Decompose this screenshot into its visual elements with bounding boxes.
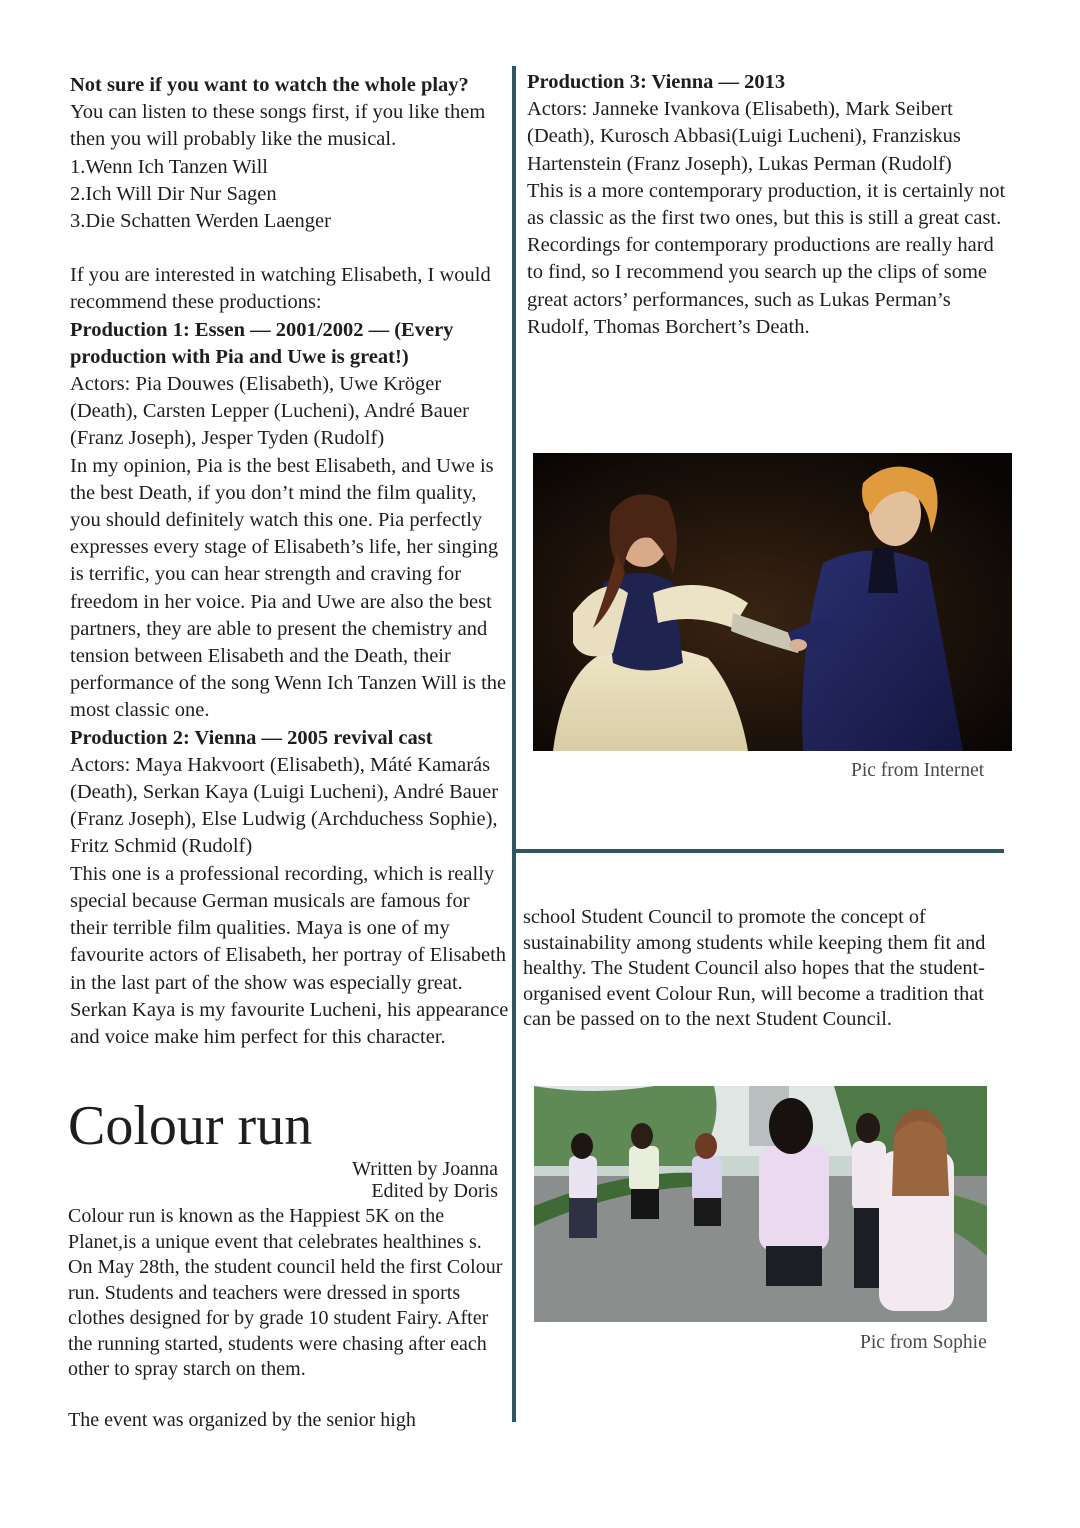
production3-review: This is a more contemporary production, it is certainly not as classic as the first two ones, but this is still a great cast. [527,179,1006,230]
song-item: 3.Die Schatten Werden Laenger [70,210,331,233]
song-item: 2.Ich Will Dir Nur Sagen [70,182,277,205]
production1-actors: Actors: Pia Douwes (Elisabeth), Uwe Kröger (Death), Carsten Lepper (Lucheni), André Bauer (Franz Joseph), Jesper Tyden (Rudolf) [70,373,470,450]
production1-review: In my opinion, Pia is the best Elisabeth, and Uwe is the best Death, if you don’t mind the film quality, you should definitely watch this one. Pia perfectly expresses every stage of Elisabeth’s life, her singing is terrific, you can hear strength and craving for freedom in her voice. Pia and Uwe are also the best partners, they are able to present the chemistry and tension between Elisabeth and the Death, their performance of the song Wenn Ich Tanzen Will is the most classic one. [70,454,507,722]
section-divider [516,849,1004,853]
production2-heading: Production 2: Vienna — 2005 revival cast [70,726,433,749]
colour-run-photo [534,1086,987,1322]
continuation-text: school Student Council to promote the concept of sustainability among students while keeping them fit and healthy. The Student Council also hopes that the student-organised event Colour Run, will become a tradition that can be passed on to the next Student Council. [523,906,986,1030]
photo-caption: Pic from Sophie [860,1332,987,1353]
colour-run-continuation [523,905,993,1033]
byline-written: Written by Joanna [352,1158,498,1180]
photo-caption: Pic from Internet [851,760,985,781]
article-paragraph: Colour run is known as the Happiest 5K on the Planet,is a unique event that celebrates healthines s. On May 28th, the student council held the first Colour run. Students and teachers were dressed in sports clothes designed for by grade 10 student Fairy. After the running started, students were chasing after each other to spray starch on them. [68,1205,503,1380]
production3-section [527,69,1007,341]
song-item: 1.Wenn Ich Tanzen Will [70,155,268,178]
article-paragraph: The event was organized by the senior high [68,1408,416,1431]
production3-actors: Actors: Janneke Ivankova (Elisabeth), Mark Seibert (Death), Kurosch Abbasi(Luigi Lucheni), Franziskus Hartenstein (Franz Joseph), Lukas Perman (Rudolf) [527,98,961,175]
production2-review: This one is a professional recording, which is really special because German musicals are famous for their terrible film qualities. Maya is one of my favourite actors of Elisabeth, her portray of Elisabeth in the last part of the show was especially great. Serkan Kaya is my favourite Lucheni, his appearance and voice make him perfect for this character. [70,862,509,1048]
musical-recommendations [70,72,510,1051]
article-title: Colour run [68,1095,313,1157]
production1-heading: Production 1: Essen — 2001/2002 — (Every production with Pia and Uwe is great!) [70,318,454,368]
production3-heading: Production 3: Vienna — 2013 [527,71,786,93]
stage-photo [533,453,1012,751]
intro-text: You can listen to these songs first, if you like them then you will probably like the musical. [70,101,486,151]
production2-actors: Actors: Maya Hakvoort (Elisabeth), Máté Kamarás (Death), Serkan Kaya (Luigi Lucheni), André Bauer (Franz Joseph), Else Ludwig (Archduchess Sophie), Fritz Schmid (Rudolf) [70,753,499,858]
colour-run-article [68,1094,508,1433]
intro-heading: Not sure if you want to watch the whole play? [70,74,469,96]
byline-edited: Edited by Doris [371,1180,498,1202]
recommend-text: If you are interested in watching Elisabeth, I would recommend these productions: [70,264,491,314]
production3-note: Recordings for contemporary productions are really hard to find, so I recommend you search up the clips of some great actors’ performances, such as Lukas Perman’s Rudolf, Thomas Borchert’s Death. [527,234,994,338]
column-divider [512,66,516,1422]
